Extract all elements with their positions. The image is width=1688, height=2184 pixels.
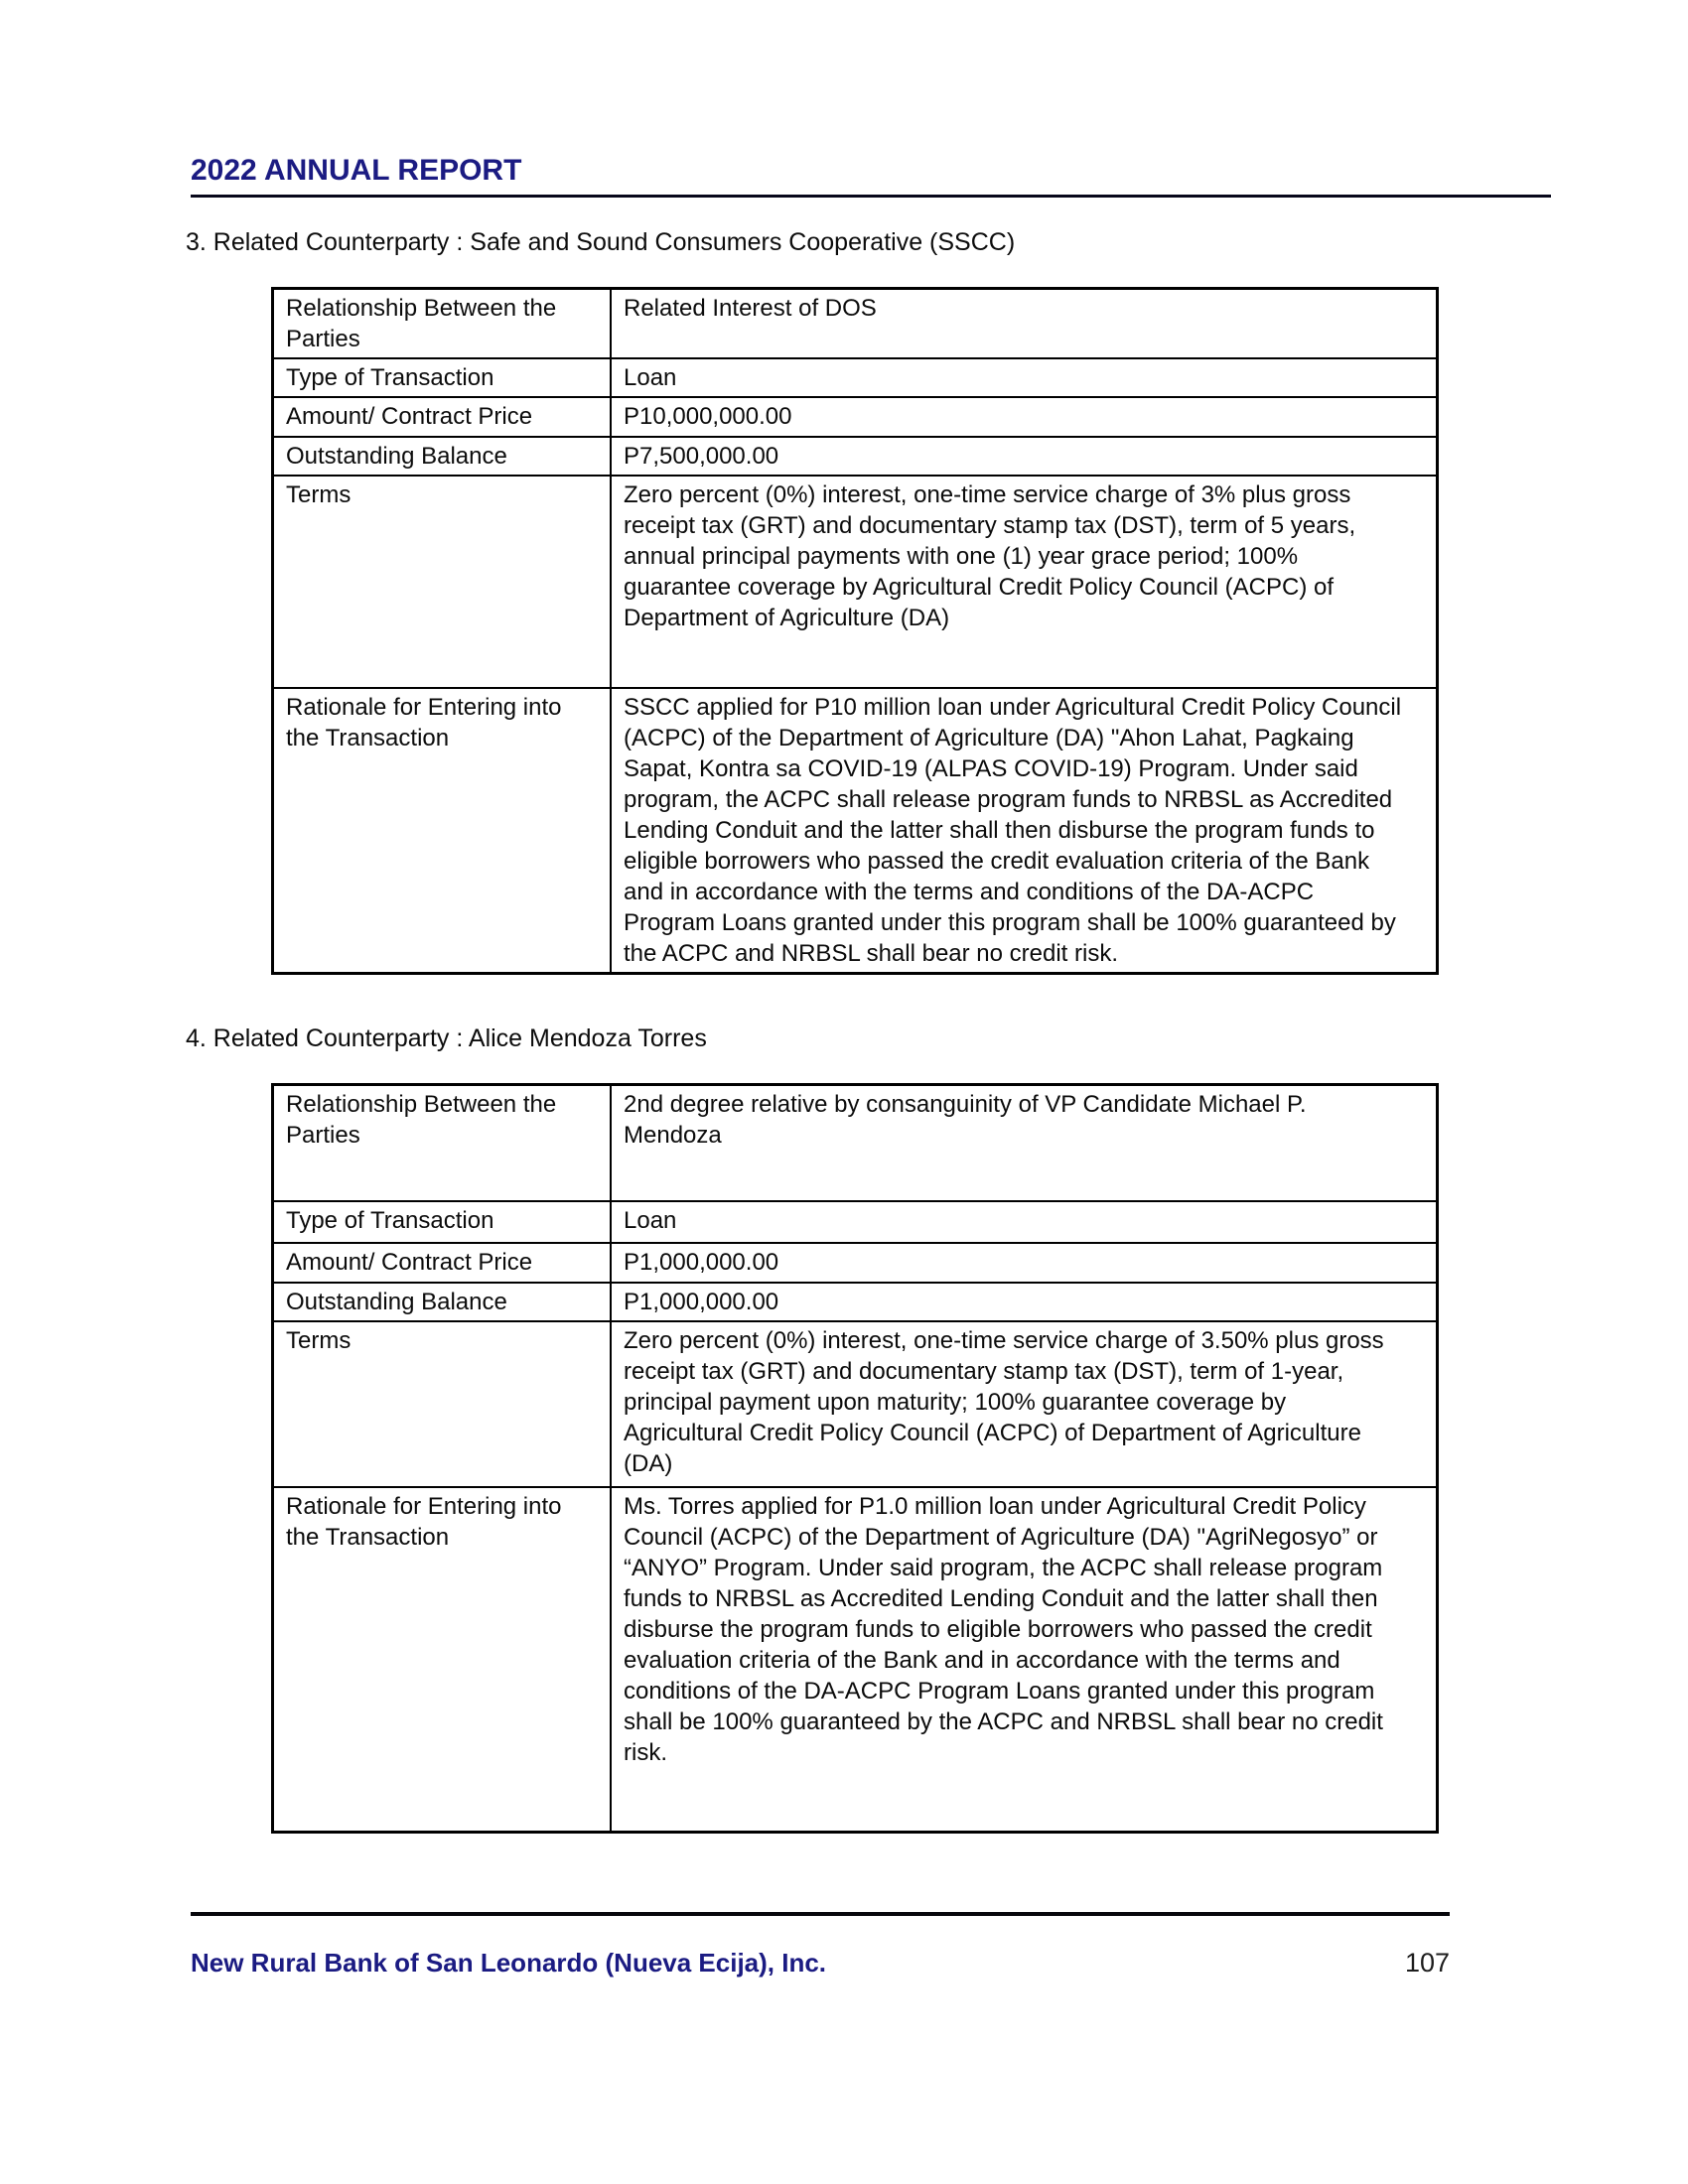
table-row	[273, 437, 1438, 476]
row-label: Type of Transaction	[273, 358, 612, 397]
table-row	[273, 1243, 1438, 1283]
row-label: Relationship Between the Parties	[273, 1085, 612, 1202]
row-value: Related Interest of DOS	[611, 289, 1438, 359]
row-value: P1,000,000.00	[611, 1283, 1438, 1321]
page-number: 107	[1404, 1948, 1450, 1978]
table-row	[273, 397, 1438, 437]
row-value: P7,500,000.00	[611, 437, 1438, 476]
row-label: Rationale for Entering into the Transaction	[273, 1487, 612, 1833]
row-label: Terms	[273, 1321, 612, 1487]
table-row	[273, 1201, 1438, 1243]
row-label: Amount/ Contract Price	[273, 397, 612, 437]
row-value: SSCC applied for P10 million loan under Agricultural Credit Policy Council (ACPC) of the Department of Agriculture (DA) "Ahon Lahat, Pagkaing Sapat, Kontra sa COVID-19 (ALPAS COVID-19) Program. Under said program, the ACPC shall release program funds to NRBSL as Accredited Lending Conduit and the latter shall then disburse the program funds to eligible borrowers who passed the credit evaluation criteria of the Bank and in accordance with the terms and conditions of the DA-ACPC Program Loans granted under this program shall be 100% guaranteed by the ACPC and NRBSL shall bear no credit risk.	[611, 688, 1438, 974]
row-label: Relationship Between the Parties	[273, 289, 612, 359]
row-value: Zero percent (0%) interest, one-time service charge of 3% plus gross receipt tax (GRT) and documentary stamp tax (DST), term of 5 years, annual principal payments with one (1) year grace period; 100% guarantee coverage by Agricultural Credit Policy Council (ACPC) of Department of Agriculture (DA)	[611, 476, 1438, 688]
section-heading-counterparty-3: 3. Related Counterparty : Safe and Sound Consumers Cooperative (SSCC)	[186, 228, 1016, 256]
related-counterparty-table-3	[271, 287, 1439, 975]
row-value: Ms. Torres applied for P1.0 million loan under Agricultural Credit Policy Council (ACPC) of the Department of Agriculture (DA) "AgriNegosyo” or “ANYO” Program. Under said program, the ACPC shall release program funds to NRBSL as Accredited Lending Conduit and the latter shall then disburse the program funds to eligible borrowers who passed the credit evaluation criteria of the Bank and in accordance with the terms and conditions of the DA-ACPC Program Loans granted under this program shall be 100% guaranteed by the ACPC and NRBSL shall bear no credit risk.	[611, 1487, 1438, 1833]
row-label: Outstanding Balance	[273, 437, 612, 476]
related-counterparty-table-4	[271, 1083, 1439, 1834]
table-row	[273, 1283, 1438, 1321]
table-row	[273, 476, 1438, 688]
report-header-title: 2022 ANNUAL REPORT	[191, 154, 522, 187]
row-value: Loan	[611, 358, 1438, 397]
row-label: Outstanding Balance	[273, 1283, 612, 1321]
row-value: Zero percent (0%) interest, one-time service charge of 3.50% plus gross receipt tax (GRT) and documentary stamp tax (DST), term of 1-year, principal payment upon maturity; 100% guarantee coverage by Agricultural Credit Policy Council (ACPC) of Department of Agriculture (DA)	[611, 1321, 1438, 1487]
footer-bank-name: New Rural Bank of San Leonardo (Nueva Ecija), Inc.	[191, 1948, 827, 1978]
row-value: Loan	[611, 1201, 1438, 1243]
row-value: P10,000,000.00	[611, 397, 1438, 437]
page-footer	[191, 1912, 1450, 1979]
header-rule	[191, 195, 1551, 198]
table-row	[273, 358, 1438, 397]
table-row	[273, 688, 1438, 974]
row-value: P1,000,000.00	[611, 1243, 1438, 1283]
row-value: 2nd degree relative by consanguinity of VP Candidate Michael P. Mendoza	[611, 1085, 1438, 1202]
table-row	[273, 1085, 1438, 1202]
row-label: Terms	[273, 476, 612, 688]
row-label: Rationale for Entering into the Transaction	[273, 688, 612, 974]
table-row	[273, 289, 1438, 359]
table-row	[273, 1321, 1438, 1487]
section-heading-counterparty-4: 4. Related Counterparty : Alice Mendoza Torres	[186, 1024, 707, 1052]
row-label: Amount/ Contract Price	[273, 1243, 612, 1283]
row-label: Type of Transaction	[273, 1201, 612, 1243]
table-row	[273, 1487, 1438, 1833]
